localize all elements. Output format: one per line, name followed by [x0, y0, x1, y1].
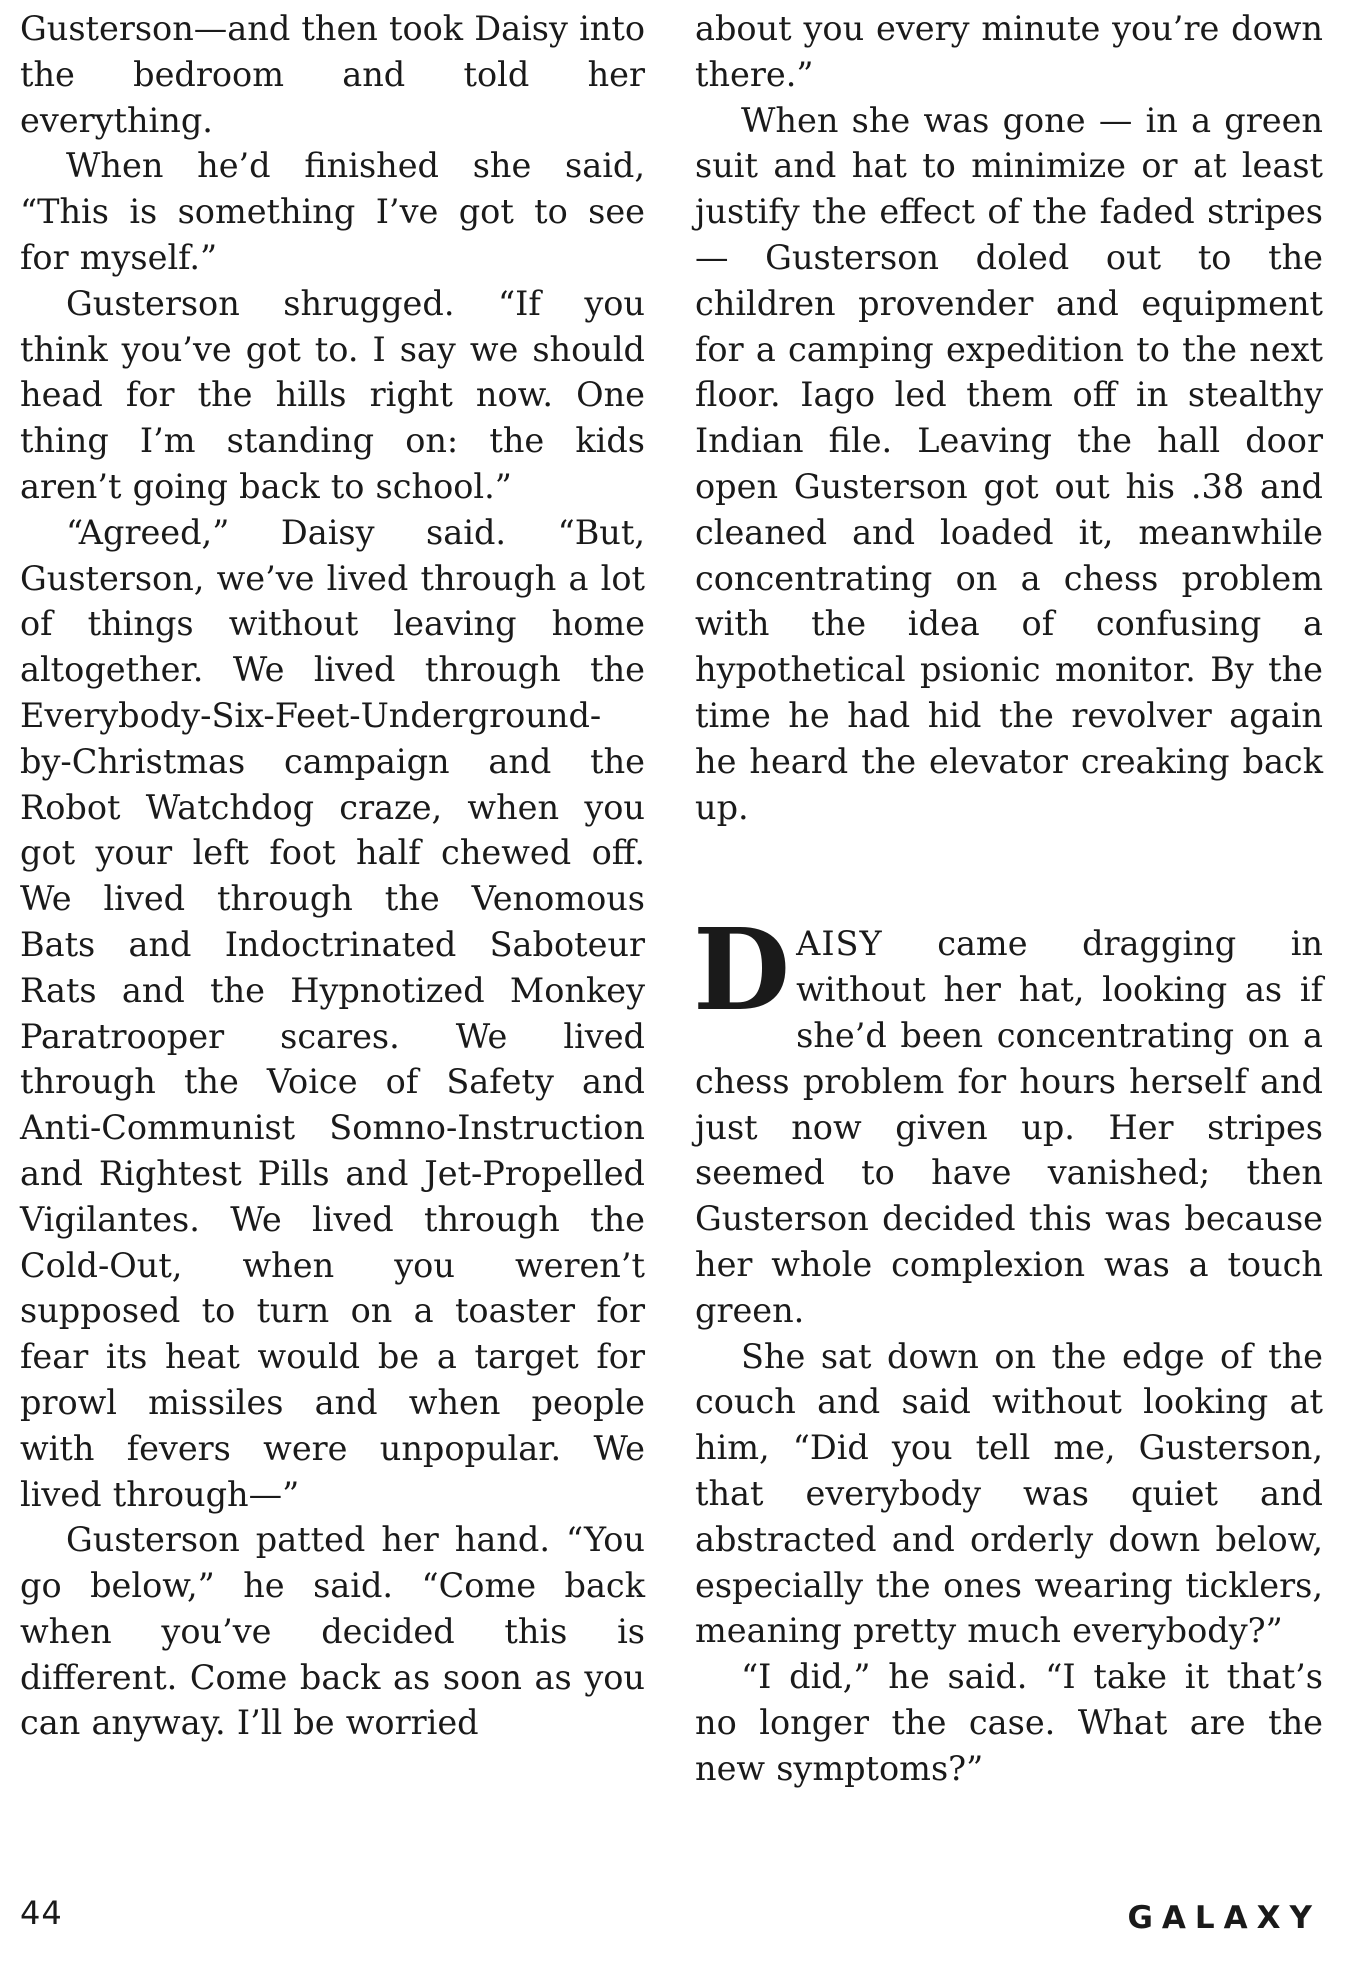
paragraph: Gusterson patted her hand. “You go below,” he said. “Come back when you’ve decided this is different. Come back as soon as you can anyway. I’ll be worried — [20, 1520, 645, 1743]
paragraph: Gusterson—and then took Daisy into the bedroom and told her everything. — [20, 9, 645, 140]
right-column — [695, 6, 1323, 1791]
left-column — [20, 6, 645, 1746]
paragraph: Gusterson shrugged. “If you think you’ve got to. I say we should head for the hills right now. One thing I’m standing on: the kids aren’t going back to school.” — [20, 283, 645, 506]
paragraph: “Agreed,” Daisy said. “But, Gusterson, we’ve lived through a lot of things without leaving home altogether. We lived through the Everybody-Six-Feet-Underground-by-Christmas campaign and the Robot Watchdog craze, when you got your left foot half chewed off. We lived through the Venomous Bats and Indoctrinated Saboteur Rats and the Hypnotized Monkey Paratrooper scares. We lived through the Voice of Safety and Anti-Communist Somno-Instruction and Rightest Pills and Jet-Propelled Vigilantes. We lived through the Cold-Out, when you weren’t supposed to turn on a toaster for fear its heat would be a target for prowl missiles and when people with fevers were unpopular. We lived through—” — [20, 512, 645, 1514]
paragraph: When she was gone — in a green suit and hat to minimize or at least justify the effect of the faded stripes — Gusterson doled out to the children provender and equipment for a camping expedition to the next floor. Iago led them off in stealthy Indian file. Leaving the hall door open Gusterson got out his .38 and cleaned and loaded it, meanwhile concentrating on a chess problem with the idea of confusing a hypothetical psionic monitor. By the time he had hid the revolver again he heard the elevator creaking back up. — [695, 100, 1323, 827]
paragraph: She sat down on the edge of the couch and said without looking at him, “Did you tell me, Gusterson, that everybody was quiet and abstracted and orderly down below, especially the ones wearing ticklers, meaning pretty much everybody?” — [695, 1336, 1323, 1651]
section-lead-word: AISY — [796, 924, 883, 964]
section-opening-text: came dragging in without her hat, looking as if she’d been concentrating on a chess problem for hours herself and just now given up. Her stripes seemed to have vanished; then Gusterson decided this was because her whole complexion was a touch green. — [695, 924, 1323, 1330]
paragraph: about you every minute you’re down there.” — [695, 9, 1323, 94]
section-opening-paragraph — [693, 905, 1323, 1333]
magazine-title: GALAXY — [1127, 1900, 1321, 1936]
paragraph: When he’d finished she said, “This is something I’ve got to see for myself.” — [20, 146, 645, 277]
page-number: 44 — [20, 1894, 63, 1932]
paragraph: “I did,” he said. “I take it that’s no longer the case. What are the new symptoms?” — [695, 1657, 1323, 1788]
drop-cap: D — [693, 905, 791, 1037]
